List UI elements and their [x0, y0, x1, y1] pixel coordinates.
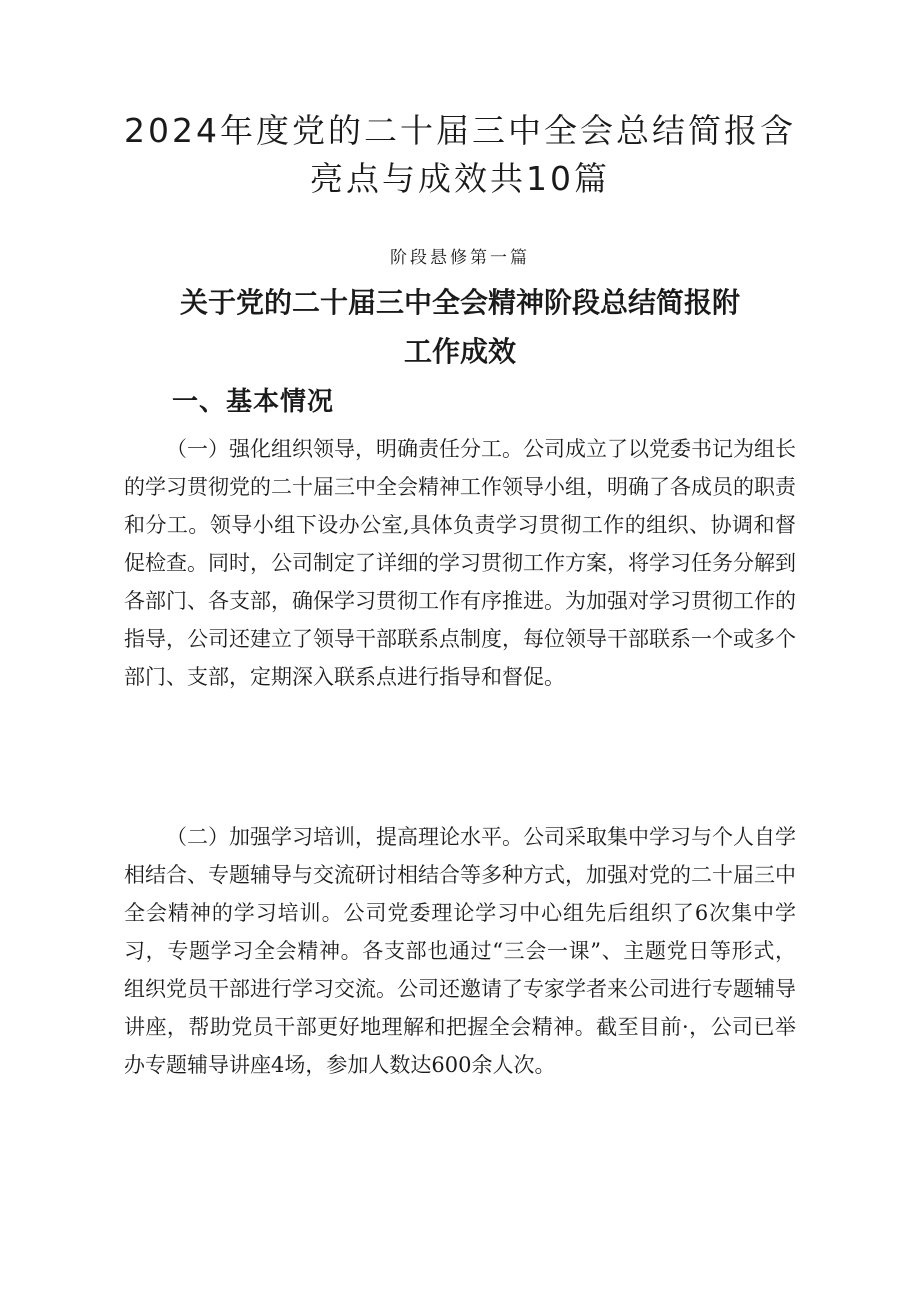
document-title-line-2: 亮点与成效共10篇 [310, 159, 610, 198]
body-paragraph-1: （一）强化组织领导，明确责任分工。公司成立了以党委书记为组长的学习贯彻党的二十届三中全会精神工作领导小组，明确了各成员的职责和分工。领导小组下设办公室,具体负责学习贯彻工作的组织、协调和督促检查。同时，公司制定了详细的学习贯彻工作方案，将学习任务分解到各部门、各支部，确保学习贯彻工作有序推进。为加强对学习贯彻工作的指导，公司还建立了领导干部联系点制度，每位领导干部联系一个或多个部门、支部，定期深入联系点进行指导和督促。 [124, 437, 796, 689]
article-title-line-2: 工作成效 [403, 335, 516, 368]
body-paragraph-2: （二）加强学习培训，提高理论水平。公司采取集中学习与个人自学相结合、专题辅导与交流研讨相结合等多种方式，加强对党的二十届三中全会精神的学习培训。公司党委理论学习中心组先后组织了6次集中学习，专题学习全会精神。各支部也通过“三会一课”、主题党日等形式，组织党员干部进行学习交流。公司还邀请了专家学者来公司进行专题辅导讲座，帮助党员干部更好地理解和把握全会精神。截至目前·，公司已举办专题辅导讲座4场，参加人数达600余人次。 [124, 825, 796, 1077]
article-title-line-1: 关于党的二十届三中全会精神阶段总结简报附 [179, 286, 740, 319]
section-heading: 一、基本情况 [172, 387, 335, 417]
section-label: 阶段悬修第一篇 [390, 248, 530, 268]
document-title-line-1: 2024年度党的二十届三中全会总结简报含 [124, 111, 796, 150]
